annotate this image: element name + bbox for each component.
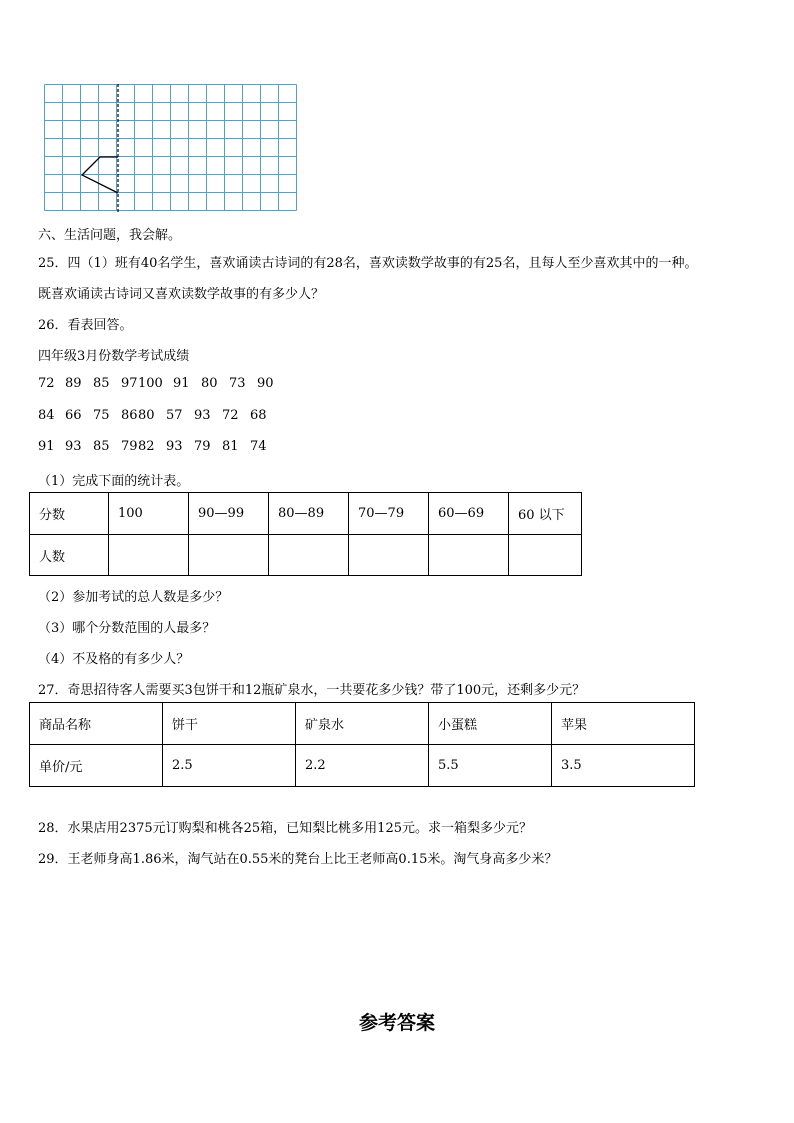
table-cell: 单价/元 <box>30 745 163 787</box>
table-row <box>30 493 582 535</box>
score: 73 <box>229 376 246 391</box>
q25-line2: 既喜欢诵读古诗词又喜欢读数学故事的有多少人？ <box>38 287 325 302</box>
score: 97 <box>121 376 138 391</box>
score: 86 <box>121 408 138 423</box>
table-row <box>30 745 695 787</box>
answer-section-title: 参考答案 <box>358 1012 435 1034</box>
answer-cell[interactable] <box>269 535 349 576</box>
score: 89 <box>65 376 82 391</box>
q25-line1: 25．四（1）班有40名学生，喜欢诵读古诗词的有28名，喜欢读数学故事的有25名，且每人至少喜欢其中的一种。 <box>38 256 698 271</box>
score: 100 <box>138 376 163 391</box>
section-6-title: 六、生活问题，我会解。 <box>38 228 182 243</box>
table-cell: 饼干 <box>163 703 296 745</box>
answer-cell[interactable] <box>109 535 189 576</box>
score: 84 <box>38 408 55 423</box>
score: 81 <box>222 439 239 454</box>
table-cell: 3.5 <box>552 745 695 787</box>
score: 72 <box>222 408 239 423</box>
table-cell: 矿泉水 <box>296 703 429 745</box>
table-cell: 60 以下 <box>509 493 582 535</box>
score: 75 <box>93 408 110 423</box>
score-stat-table <box>29 492 582 576</box>
table-cell: 2.2 <box>296 745 429 787</box>
score: 82 <box>138 439 155 454</box>
table-row <box>30 535 582 576</box>
answer-cell[interactable] <box>349 535 429 576</box>
q26-subtitle: 四年级3月份数学考试成绩 <box>38 349 190 364</box>
score: 85 <box>93 376 110 391</box>
q28-text: 28．水果店用2375元订购梨和桃各25箱，已知梨比桃多用125元。求一箱梨多少元？ <box>38 821 532 836</box>
score: 85 <box>93 439 110 454</box>
table-cell: 商品名称 <box>30 703 163 745</box>
table-cell: 80—89 <box>269 493 349 535</box>
score: 80 <box>201 376 218 391</box>
score: 57 <box>166 408 183 423</box>
score: 93 <box>194 408 211 423</box>
table-cell: 100 <box>109 493 189 535</box>
answer-cell[interactable] <box>509 535 582 576</box>
grid-lines <box>45 85 297 211</box>
table-cell: 60—69 <box>429 493 509 535</box>
table-cell: 苹果 <box>552 703 695 745</box>
score: 66 <box>65 408 82 423</box>
q26-sub1: （1）完成下面的统计表。 <box>38 474 190 489</box>
table-cell: 小蛋糕 <box>429 703 552 745</box>
table-cell: 5.5 <box>429 745 552 787</box>
answer-cell[interactable] <box>429 535 509 576</box>
score: 79 <box>121 439 138 454</box>
table-cell: 70—79 <box>349 493 429 535</box>
q26-title: 26．看表回答。 <box>38 318 133 333</box>
answer-cell[interactable] <box>189 535 269 576</box>
q26-sub3: （3）哪个分数范围的人最多？ <box>38 621 216 636</box>
score: 91 <box>38 439 55 454</box>
table-row <box>30 703 695 745</box>
symmetry-grid-figure <box>44 84 300 214</box>
score: 93 <box>65 439 82 454</box>
score: 68 <box>250 408 267 423</box>
score: 74 <box>250 439 267 454</box>
score: 79 <box>194 439 211 454</box>
table-cell: 人数 <box>30 535 109 576</box>
price-table <box>29 702 695 787</box>
score: 90 <box>257 376 274 391</box>
table-cell: 分数 <box>30 493 109 535</box>
score: 80 <box>138 408 155 423</box>
q26-sub2: （2）参加考试的总人数是多少？ <box>38 590 229 605</box>
q26-sub4: （4）不及格的有多少人？ <box>38 652 190 667</box>
q27-text: 27．奇思招待客人需要买3包饼干和12瓶矿泉水，一共要花多少钱？带了100元，还剩多少元？ <box>38 683 586 698</box>
q29-text: 29．王老师身高1.86米，淘气站在0.55米的凳台上比王老师高0.15米。淘气身高多少米？ <box>38 852 558 867</box>
table-cell: 2.5 <box>163 745 296 787</box>
score: 93 <box>166 439 183 454</box>
score: 72 <box>38 376 55 391</box>
score: 91 <box>173 376 190 391</box>
table-cell: 90—99 <box>189 493 269 535</box>
